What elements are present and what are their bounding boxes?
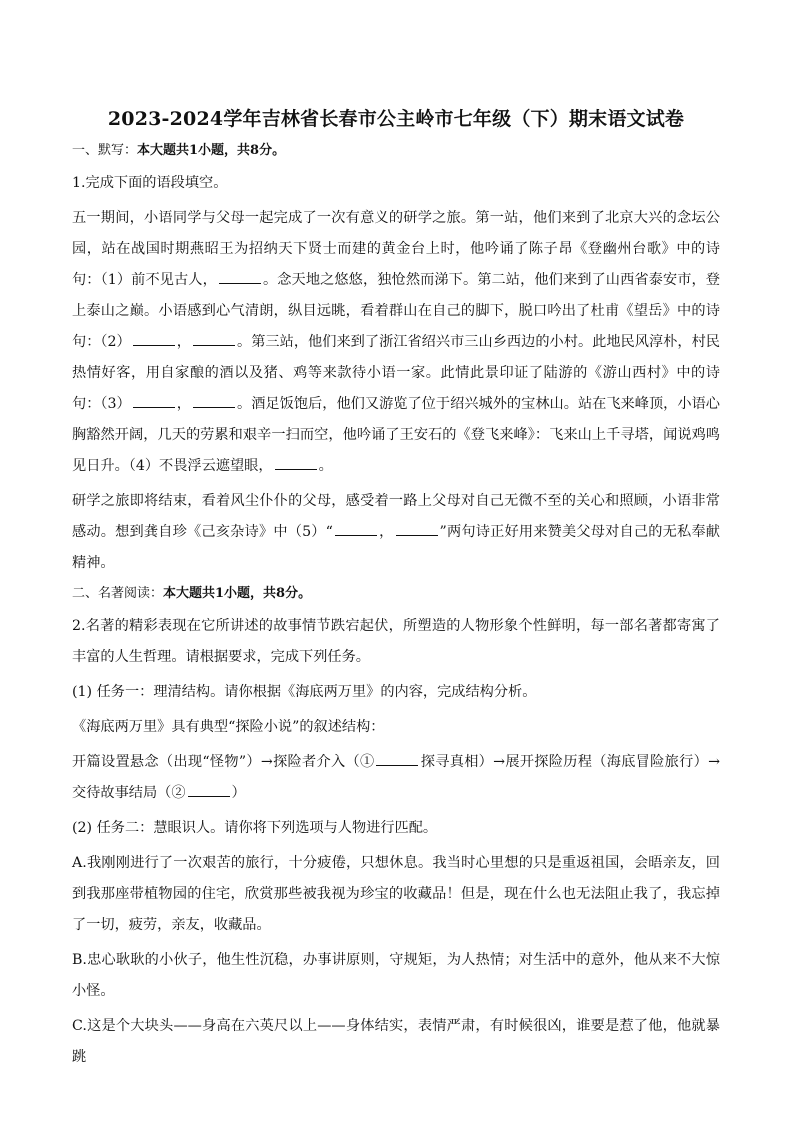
- option-a: A.我刚刚进行了一次艰苦的旅行，十分疲倦，只想休息。我当时心里想的只是重返祖国，会晤亲友，回到我那座带植物园的住宅，欣赏那些被我视为珍宝的收藏品！但是，现在什么也无法阻止我了，我忘掉了一切，疲劳，亲友，收藏品。: [72, 855, 720, 933]
- structure-text-3: ）: [231, 785, 246, 801]
- section-2-heading: [72, 583, 720, 605]
- q1-text-3: ，: [176, 334, 191, 350]
- answer-blank-structure-2[interactable]: [188, 782, 230, 797]
- question-2-stem: 2.名著的精彩表现在它所讲述的故事情节跌宕起伏，所塑造的人物形象个性鲜明，每一部名著都寄寓了丰富的人生哲理。请根据要求，完成下列任务。: [72, 618, 720, 665]
- answer-blank-5b[interactable]: [396, 521, 438, 536]
- task-1-heading: (1) 任务一：理清结构。请你根据《海底两万里》的内容，完成结构分析。: [72, 684, 537, 700]
- section-2-label: 二、名著阅读：: [72, 586, 164, 601]
- answer-blank-2b[interactable]: [193, 331, 235, 346]
- section-1-note: 本大题共1小题，共8分。: [137, 143, 286, 158]
- q1-text-2: 。念天地之悠悠，独怆然而涕下。第二站，他们来到了山西省泰安市，登上泰山之巅。小语感到心气清朗，纵目远眺，看着群山在自己的脚下，脱口吟出了杜甫《望岳》中的诗句：（2）: [72, 272, 720, 350]
- structure-text-2: 探寻真相）→展开探险历程（海底冒险旅行）→交待故事结局（②: [72, 754, 720, 801]
- answer-blank-1[interactable]: [219, 269, 261, 284]
- q1-text-4: 。第三站，他们来到了浙江省绍兴市三山乡西边的小村。此地民风淳朴，村民热情好客，用自家酿的酒以及猪、鸡等来款待小语一家。此情此景印证了陆游的《游山西村》中的诗句：（3）: [72, 334, 720, 412]
- structure-analysis: [72, 747, 720, 809]
- question-1-paragraph-2: [72, 486, 720, 579]
- option-b: B.忠心耿耿的小伙子，他生性沉稳，办事讲原则，守规矩，为人热情；对生活中的意外，他从来不大惊小怪。: [72, 952, 720, 999]
- answer-blank-3b[interactable]: [193, 393, 235, 408]
- q1-text-7: 。: [318, 458, 333, 474]
- section-2-note: 本大题共1小题，共8分。: [163, 586, 312, 601]
- answer-blank-structure-1[interactable]: [376, 751, 418, 766]
- question-1-stem: 1.完成下面的语段填空。: [72, 175, 228, 191]
- answer-blank-5a[interactable]: [335, 521, 377, 536]
- option-c: C.这是个大块头——身高在六英尺以上——身体结实，表情严肃，有时候很凶，谁要是惹了他，他就暴跳: [72, 1018, 720, 1065]
- section-1-label: 一、默写：: [72, 143, 138, 158]
- structure-text-1: 开篇设置悬念（出现“怪物”）→探险者介入（①: [72, 754, 375, 770]
- answer-blank-2a[interactable]: [133, 331, 175, 346]
- exam-title: 2023-2024学年吉林省长春市公主岭市七年级（下）期末语文试卷: [107, 108, 685, 130]
- q1-text-6: 。酒足饭饱后，他们又游览了位于绍兴城外的宝林山。站在飞来峰顶，小语心胸豁然开阔，几天的劳累和艰辛一扫而空，他吟诵了王安石的《登飞来峰》：飞来山上千寻塔，闻说鸡鸣见日升。（4）不畏浮云遮望眼，: [72, 396, 720, 474]
- q1-text-9: ，: [378, 524, 394, 540]
- exam-page: [72, 96, 720, 1077]
- q1-text-5: ，: [176, 396, 191, 412]
- task-1-intro: 《海底两万里》具有典型“探险小说”的叙述结构：: [72, 719, 385, 735]
- section-1-heading: [72, 140, 720, 162]
- question-1-paragraph-1: [72, 203, 720, 482]
- q1-text-10: ”两句诗正好用来赞美父母对自己的无私奉献精神。: [72, 524, 720, 571]
- task-2-heading: (2) 任务二：慧眼识人。请你将下列选项与人物进行匹配。: [72, 820, 438, 836]
- q1-text-1: 五一期间，小语同学与父母一起完成了一次有意义的研学之旅。第一站，他们来到了北京大兴的念坛公园，站在战国时期燕昭王为招纳天下贤士而建的黄金台上时，他吟诵了陈子昂《登幽州台歌》中的诗句：（1）前不见古人，: [72, 210, 720, 288]
- answer-blank-4[interactable]: [275, 455, 317, 470]
- q1-text-8: 研学之旅即将结束，看着风尘仆仆的父母，感受着一路上父母对自己无微不至的关心和照顾，小语非常感动。想到龚自珍《己亥杂诗》中（5）“: [72, 493, 720, 540]
- answer-blank-3a[interactable]: [133, 393, 175, 408]
